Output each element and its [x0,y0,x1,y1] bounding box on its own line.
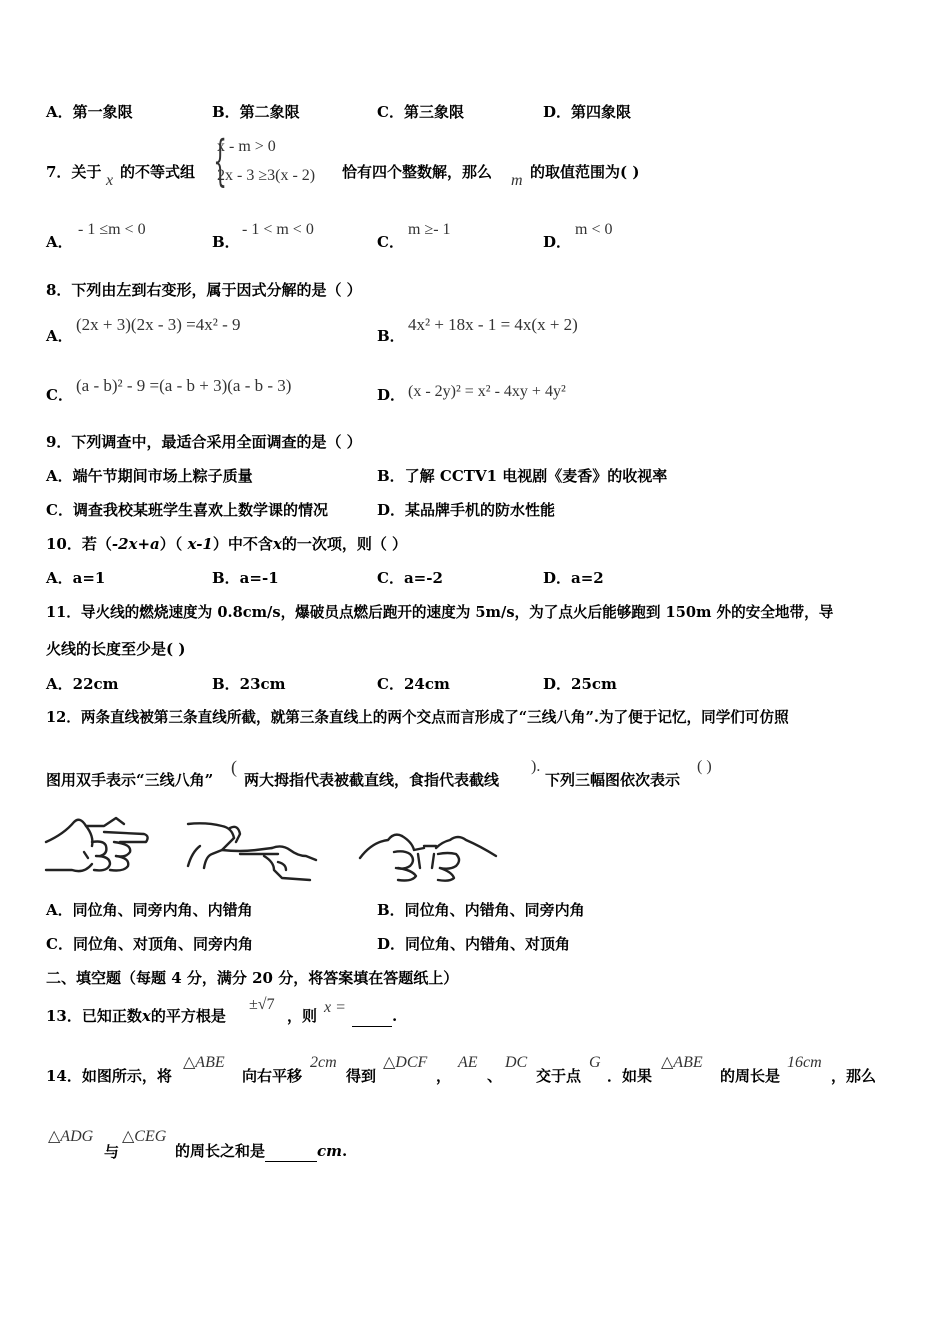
q7-prefix: 7．关于 [46,163,102,181]
q14-part-d: 交于点 [536,1067,582,1085]
q8-stem: 8．下列由左到右变形，属于因式分解的是（ ） [46,281,362,299]
q14-part-i: 的周长之和是 cm. [175,1142,348,1160]
q7-ineq2: 2x - 3 ≥3(x - 2) [217,167,316,184]
q9-stem: 9．下列调查中，最适合采用全面调查的是（ ） [46,433,362,451]
q11-option-c: C．24cm [377,675,450,693]
q11-option-b: B．23cm [212,675,286,693]
q12-line1: 12．两条直线被第三条直线所截，就第三条直线上的两个交点而言形成了“三线八角”.为了便于记忆，同学们可仿照 [46,709,789,726]
q7-var-m: m [511,172,523,189]
q6-option-c: C．第三象限 [377,103,464,121]
q12-option-d: D．同位角、内错角、对顶角 [377,935,571,953]
q7-option-c: C． [377,233,404,251]
q12-option-b: B．同位角、内错角、同旁内角 [377,901,585,919]
q14-segment-ae: AE [458,1054,478,1071]
q11-option-a: A．22cm [46,675,119,693]
q11-option-d: D．25cm [543,675,617,693]
q10-option-a: A．a=1 [46,569,106,587]
q12-option-a: A．同位角、同旁内角、内错角 [46,901,253,919]
q13-blank: . [352,1006,397,1027]
q7-option-a-math: - 1 ≤m < 0 [78,221,146,238]
q12-line2a: 图用双手表示“三线八角” [46,771,214,789]
q7-brace: { [213,129,228,192]
q14-triangle-ceg: △CEG [122,1128,167,1145]
q11-line2: 火线的长度至少是( ) [46,640,186,658]
q8-option-d-math: (x - 2y)² = x² - 4xy + 4y² [408,383,566,400]
q7-option-a: A． [46,233,73,251]
q11-line1: 11．导火线的燃烧速度为 0.8cm/s，爆破员点燃后跑开的速度为 5m/s，为了点火后能够跑到 150m 外的安全地带，导 [46,604,834,621]
q9-option-a: A．端午节期间市场上粽子质量 [46,467,253,485]
q7-option-c-math: m ≥- 1 [408,221,451,238]
q10-option-b: B．a=-1 [212,569,279,587]
q8-option-b-math: 4x² + 18x - 1 = 4x(x + 2) [408,315,578,334]
q14-perimeter: 16cm [787,1054,822,1071]
q14-part-a: 14．如图所示，将 [46,1067,172,1085]
q12-line2b: 两大拇指代表被截直线，食指代表截线 [244,771,500,789]
q7-option-d-math: m < 0 [575,221,613,238]
q8-option-a: A． [46,327,73,345]
q14-part-c: 得到 [346,1067,377,1085]
q8-option-c: C． [46,386,73,404]
q7-option-d: D． [543,233,572,251]
q7-var-x: x [106,172,114,189]
q6-option-d: D．第四象限 [543,103,632,121]
q12-line2c: 下列三幅图依次表示 [545,771,681,789]
q14-triangle-abe-2: △ABE [661,1054,703,1071]
q7-mid: 的不等式组 [120,163,196,181]
q9-option-c: C．调查我校某班学生喜欢上数学课的情况 [46,501,328,519]
q14-dun: 、 [487,1067,503,1085]
q9-option-b: B．了解 CCTV1 电视剧《麦香》的收视率 [377,467,668,485]
hand-figure-2 [182,816,318,882]
section-2-title: 二、填空题（每题 4 分，满分 20 分，将答案填在答题纸上） [46,969,459,987]
q7-ineq1: x - m > 0 [217,138,276,155]
q8-option-c-math: (a - b)² - 9 =(a - b + 3)(a - b - 3) [76,376,292,395]
q8-option-a-math: (2x + 3)(2x - 3) =4x² - 9 [76,315,241,334]
q14-part-h: 与 [104,1143,120,1161]
q14-triangle-abe: △ABE [183,1054,225,1071]
q14-part-b: 向右平移 [242,1067,303,1085]
q14-distance: 2cm [310,1054,337,1071]
q8-option-d: D． [377,386,406,404]
q10-option-d: D．a=2 [543,569,604,587]
q8-option-b: B． [377,327,405,345]
q7-option-b: B． [212,233,240,251]
q14-segment-dc: DC [505,1054,528,1071]
q10-option-c: C．a=-2 [377,569,443,587]
hand-figure-3 [358,824,498,884]
q12-paren-close: ). [531,758,541,775]
q7-suffix2: 的取值范围为( ) [530,163,640,181]
q14-triangle-dcf: △DCF [383,1054,428,1071]
q6-option-a: A．第一象限 [46,103,133,121]
q6-option-b: B．第二象限 [212,103,300,121]
q14-triangle-adg: △ADG [48,1128,94,1145]
q12-answer-paren: ( ) [697,758,712,775]
q14-part-e: ．如果 [607,1067,653,1085]
q14-part-g: ，那么 [831,1067,877,1085]
q9-option-d: D．某品牌手机的防水性能 [377,501,556,519]
q14-point-g: G [589,1054,601,1071]
q13-part-c: ，则 [287,1007,318,1025]
q12-option-c: C．同位角、对顶角、同旁内角 [46,935,253,953]
q7-suffix1: 恰有四个整数解，那么 [342,163,493,181]
q13-math-x: x = [324,999,346,1016]
q14-comma: ， [436,1067,452,1085]
q14-part-f: 的周长是 [720,1067,781,1085]
hand-figure-1 [44,812,154,878]
q13-math-sqrt: ±√7 [249,996,275,1013]
q12-paren-open: ( [231,757,237,777]
q7-option-b-math: - 1 < m < 0 [242,221,314,238]
q13-part-a: 13．已知正数x的平方根是 [46,1007,226,1025]
q10-stem: 10．若（-2x+a）（ x-1）中不含x的一次项，则（ ） [46,535,408,553]
